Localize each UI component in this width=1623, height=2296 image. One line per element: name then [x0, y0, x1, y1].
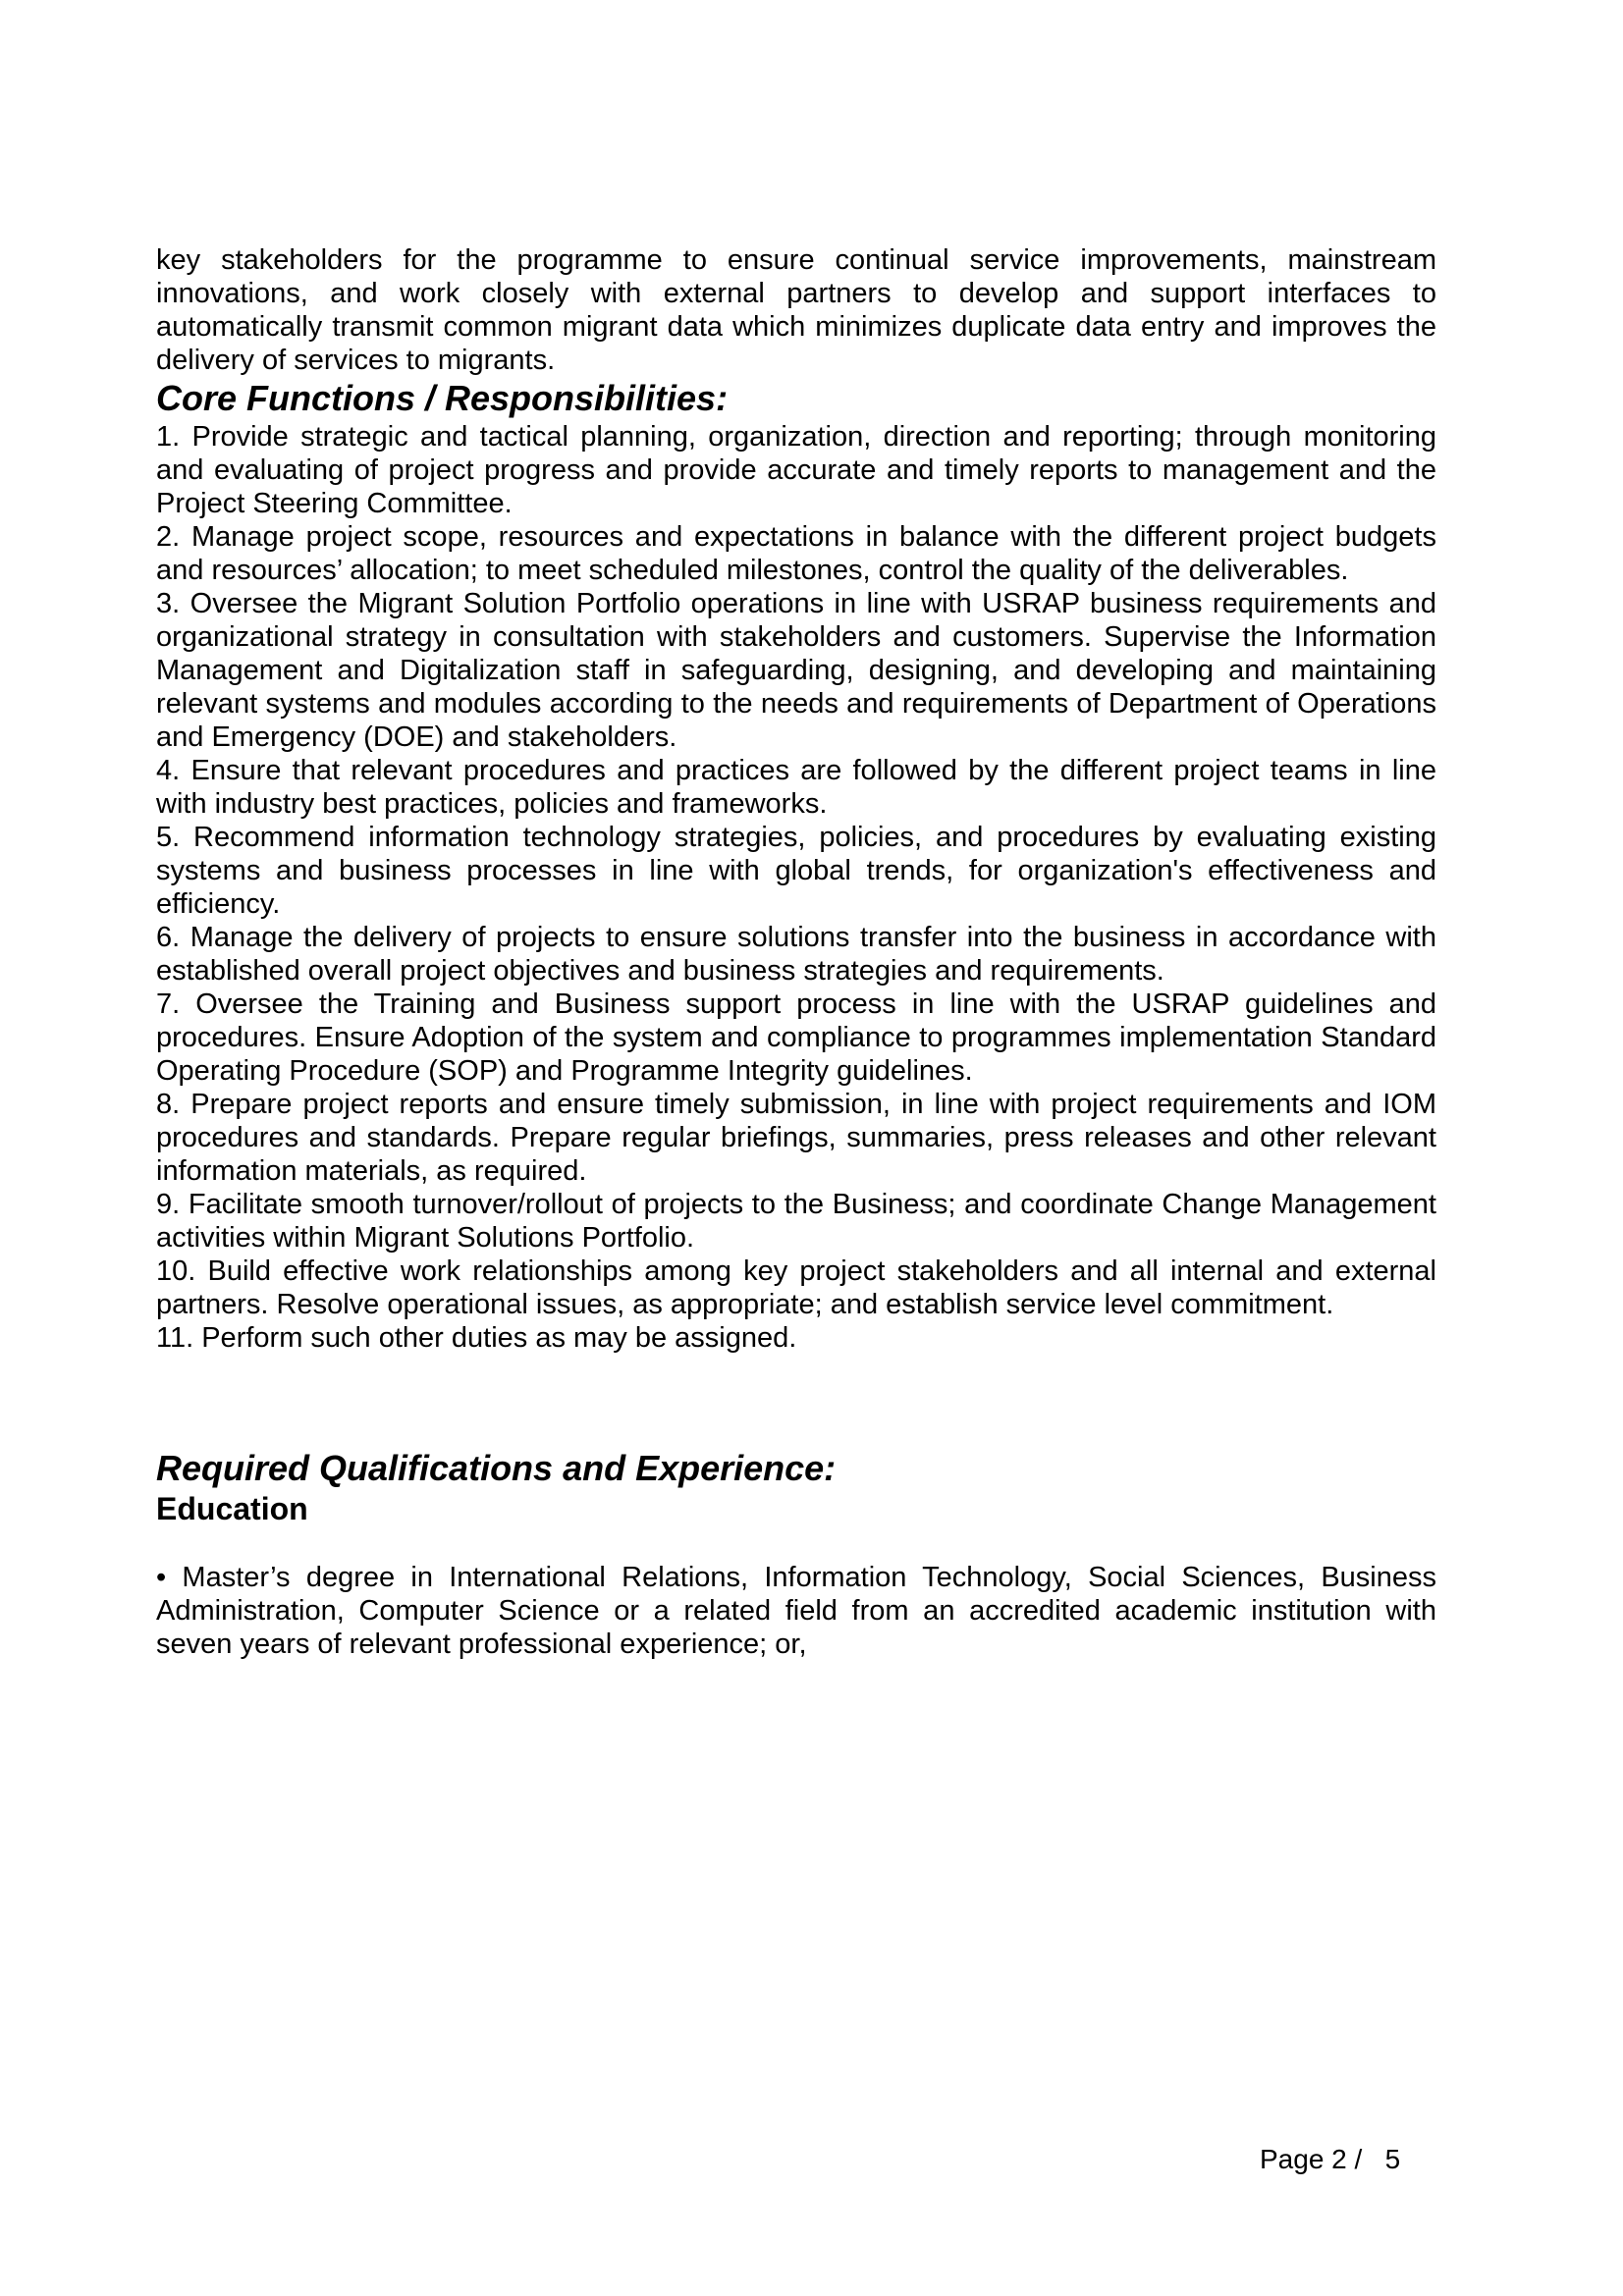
- duty-item: 9. Facilitate smooth turnover/rollout of projects to the Business; and coordinate Change Management activities within Migrant Solutions Portfolio.: [156, 1189, 1436, 1254]
- page-content: [156, 243, 1436, 1661]
- duty-item: 2. Manage project scope, resources and expectations in balance with the different project budgets and resources’ allocation; to meet scheduled milestones, control the quality of the deliverables.: [156, 521, 1436, 586]
- core-functions-list: [156, 420, 1436, 1355]
- intro-paragraph: key stakeholders for the programme to ensure continual service improvements, mainstream innovations, and work closely with external partners to develop and support interfaces to automatically transmit common migrant data which minimizes duplicate data entry and improves the delivery of services to migrants.: [156, 244, 1436, 376]
- core-functions-heading: Core Functions / Responsibilities:: [156, 378, 729, 418]
- duty-item: 11. Perform such other duties as may be assigned.: [156, 1322, 797, 1354]
- duty-item: 1. Provide strategic and tactical planning, organization, direction and reporting; through monitoring and evaluating of project progress and provide accurate and timely reports to management and the Project Steering Committee.: [156, 421, 1436, 519]
- duty-item: 3. Oversee the Migrant Solution Portfolio operations in line with USRAP business requirements and organizational strategy in consultation with stakeholders and customers. Supervise the Information Management and Digitalization staff in safeguarding, designing, and developing and maintaining relevant systems and modules according to the needs and requirements of Department of Operations and Emergency (DOE) and stakeholders.: [156, 588, 1436, 753]
- duty-item: 8. Prepare project reports and ensure timely submission, in line with project requirements and IOM procedures and standards. Prepare regular briefings, summaries, press releases and other relevant information materials, as required.: [156, 1089, 1436, 1187]
- qualifications-heading: Required Qualifications and Experience:: [156, 1448, 837, 1488]
- duty-item: 10. Build effective work relationships among key project stakeholders and all internal and external partners. Resolve operational issues, as appropriate; and establish service level commitment.: [156, 1255, 1436, 1320]
- page-number: Page 2 / 5: [1260, 2144, 1401, 2174]
- education-heading: Education: [156, 1491, 308, 1526]
- duty-item: 6. Manage the delivery of projects to ensure solutions transfer into the business in accordance with established overall project objectives and business strategies and requirements.: [156, 922, 1436, 987]
- education-requirement: • Master’s degree in International Relations, Information Technology, Social Sciences, Business Administration, Computer Science or a related field from an accredited academic institution with seven years of relevant professional experience; or,: [156, 1562, 1436, 1660]
- duty-item: 7. Oversee the Training and Business support process in line with the USRAP guidelines and procedures. Ensure Adoption of the system and compliance to programmes implementation Standard Operating Procedure (SOP) and Programme Integrity guidelines.: [156, 988, 1436, 1087]
- duty-item: 4. Ensure that relevant procedures and practices are followed by the different project teams in line with industry best practices, policies and frameworks.: [156, 755, 1436, 820]
- duty-item: 5. Recommend information technology strategies, policies, and procedures by evaluating existing systems and business processes in line with global trends, for organization's effectiveness and efficiency.: [156, 822, 1436, 920]
